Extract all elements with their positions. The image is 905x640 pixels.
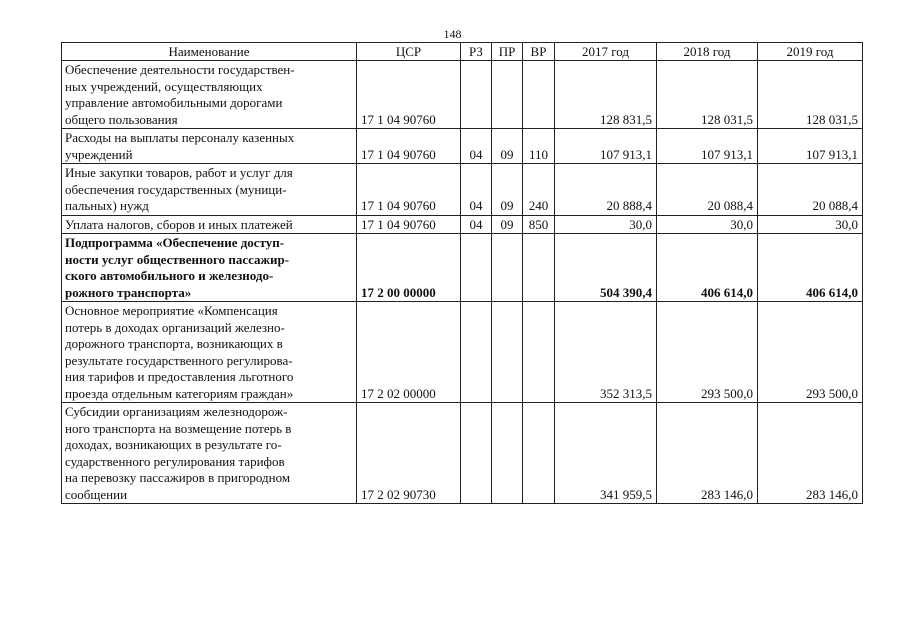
row-value-2019: 20 088,4: [758, 164, 863, 216]
header-pr: ПР: [492, 43, 523, 61]
row-name-line: ных учреждений, осуществляющих: [65, 78, 263, 94]
row-name-line: Иные закупки товаров, работ и услуг для: [65, 165, 293, 180]
row-pr: [492, 403, 523, 504]
row-vr: [523, 403, 555, 504]
row-value-2017: 20 888,4: [555, 164, 657, 216]
row-csr: 17 2 02 90730: [357, 403, 461, 504]
header-row: [62, 43, 863, 61]
row-csr: 17 1 04 90760: [357, 164, 461, 216]
header-vr: ВР: [523, 43, 555, 61]
table-row: [62, 403, 863, 504]
row-name: [62, 403, 357, 504]
row-value-2018: 283 146,0: [657, 403, 758, 504]
row-pr: 09: [492, 215, 523, 234]
row-name-line: на перевозку пассажиров в пригородном: [65, 470, 291, 485]
row-rz: 04: [461, 215, 492, 234]
row-value-2019: 107 913,1: [758, 129, 863, 164]
row-name-line: ности услуг общественного пассажир-: [65, 251, 290, 267]
header-csr: ЦСР: [357, 43, 461, 61]
row-name-line: проезда отдельным категориям граждан»: [65, 385, 294, 401]
row-csr: 17 1 04 90760: [357, 215, 461, 234]
row-rz: [461, 403, 492, 504]
row-name-line: Расходы на выплаты персоналу казенных: [65, 130, 295, 145]
row-value-2019: 293 500,0: [758, 302, 863, 403]
row-name-line: пальных) нужд: [65, 198, 149, 213]
row-value-2019: 30,0: [758, 215, 863, 234]
row-name: [62, 164, 357, 216]
row-vr: [523, 61, 555, 129]
row-name-line: сударственного регулирования тарифов: [65, 453, 285, 469]
row-name-line: Подпрограмма «Обеспечение доступ-: [65, 235, 285, 250]
table-row: [62, 164, 863, 216]
row-value-2018: 406 614,0: [657, 234, 758, 302]
table-row: [62, 61, 863, 129]
row-name-line: Субсидии организациям железнодорож-: [65, 404, 288, 419]
row-vr: 240: [523, 164, 555, 216]
row-name-line: обеспечения государственных (муници-: [65, 181, 287, 197]
row-vr: [523, 234, 555, 302]
row-rz: [461, 234, 492, 302]
row-value-2019: 128 031,5: [758, 61, 863, 129]
row-value-2017: 352 313,5: [555, 302, 657, 403]
table-row: [62, 302, 863, 403]
row-value-2017: 30,0: [555, 215, 657, 234]
table-row: [62, 129, 863, 164]
row-name: [62, 234, 357, 302]
row-value-2018: 293 500,0: [657, 302, 758, 403]
row-value-2017: 341 959,5: [555, 403, 657, 504]
row-pr: [492, 61, 523, 129]
row-name-line: результате государственного регулирова-: [65, 352, 293, 368]
row-name: [62, 302, 357, 403]
row-name: [62, 61, 357, 129]
row-name-line: Основное мероприятие «Компенсация: [65, 303, 278, 318]
header-name: Наименование: [62, 43, 357, 61]
row-rz: [461, 302, 492, 403]
row-pr: 09: [492, 129, 523, 164]
row-vr: 110: [523, 129, 555, 164]
row-vr: [523, 302, 555, 403]
row-value-2017: 128 831,5: [555, 61, 657, 129]
table-row: [62, 234, 863, 302]
row-name-line: ния тарифов и предоставления льготного: [65, 369, 294, 384]
row-csr: 17 1 04 90760: [357, 129, 461, 164]
row-value-2018: 128 031,5: [657, 61, 758, 129]
header-rz: РЗ: [461, 43, 492, 61]
row-name-line: ного транспорта на возмещение потерь в: [65, 420, 292, 436]
table-row: [62, 215, 863, 234]
budget-table: [61, 42, 863, 504]
row-csr: 17 2 02 00000: [357, 302, 461, 403]
row-value-2018: 107 913,1: [657, 129, 758, 164]
row-name-line: Обеспечение деятельности государствен-: [65, 62, 295, 77]
row-value-2019: 406 614,0: [758, 234, 863, 302]
row-name-line: дорожного транспорта, возникающих в: [65, 336, 283, 351]
header-2019: 2019 год: [758, 43, 863, 61]
row-name-line: Уплата налогов, сборов и иных платежей: [65, 216, 293, 232]
row-value-2017: 107 913,1: [555, 129, 657, 164]
row-pr: [492, 234, 523, 302]
row-name-line: общего пользования: [65, 111, 178, 127]
page-number: 148: [443, 27, 462, 41]
row-value-2017: 504 390,4: [555, 234, 657, 302]
row-name: [62, 215, 357, 234]
row-name-line: учреждений: [65, 146, 133, 162]
row-pr: [492, 302, 523, 403]
row-name-line: доходах, возникающих в результате го-: [65, 437, 282, 452]
row-name-line: потерь в доходах организаций железно-: [65, 319, 285, 335]
row-name-line: рожного транспорта»: [65, 284, 192, 300]
row-value-2018: 30,0: [657, 215, 758, 234]
header-2018: 2018 год: [657, 43, 758, 61]
row-value-2019: 283 146,0: [758, 403, 863, 504]
row-csr: 17 2 00 00000: [357, 234, 461, 302]
row-name-line: управление автомобильными дорогами: [65, 95, 283, 110]
row-name-line: ского автомобильного и железнодо-: [65, 268, 274, 283]
row-rz: 04: [461, 129, 492, 164]
row-name: [62, 129, 357, 164]
row-value-2018: 20 088,4: [657, 164, 758, 216]
row-rz: 04: [461, 164, 492, 216]
row-rz: [461, 61, 492, 129]
row-vr: 850: [523, 215, 555, 234]
header-2017: 2017 год: [555, 43, 657, 61]
row-pr: 09: [492, 164, 523, 216]
row-csr: 17 1 04 90760: [357, 61, 461, 129]
row-name-line: сообщении: [65, 486, 128, 502]
